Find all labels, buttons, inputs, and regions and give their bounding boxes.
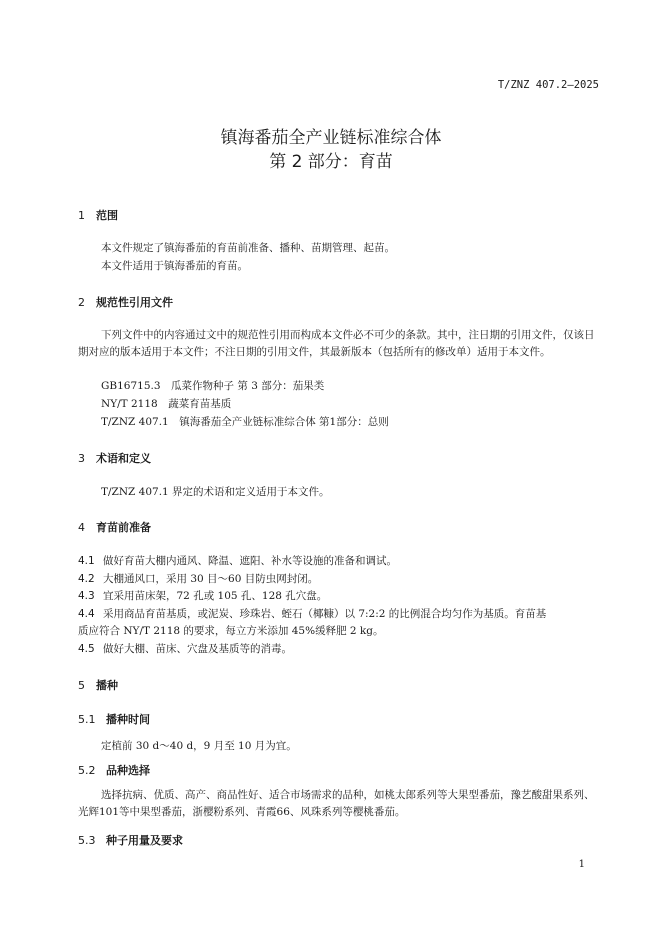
list-item: 4.3 宜采用苗床架，72 孔或 105 孔、128 孔穴盘。 bbox=[78, 590, 328, 602]
subsection-5-1-heading: 5.1 播种时间 bbox=[78, 713, 150, 726]
section-3-paragraph-1: T/ZNZ 407.1 界定的术语和定义适用于本文件。 bbox=[101, 486, 330, 498]
page-number: 1 bbox=[578, 859, 585, 870]
section-2-paragraph-1: 下列文件中的内容通过文中的规范性引用而构成本文件必不可少的条款。其中，注日期的引用文件，仅该日期对应的版本适用于本文件；不注日期的引用文件，其最新版本（包括所有的修改单）适用于本文件。 bbox=[78, 329, 595, 358]
reference-item: NY/T 2118 蔬菜育苗基质 bbox=[101, 398, 232, 410]
subsection-5-2-heading: 5.2 品种选择 bbox=[78, 764, 150, 777]
section-2-heading: 2 规范性引用文件 bbox=[78, 296, 173, 309]
reference-item: T/ZNZ 407.1 镇海番茄全产业链标准综合体 第1部分：总则 bbox=[101, 416, 389, 428]
section-5-heading: 5 播种 bbox=[78, 679, 118, 692]
document-title: 镇海番茄全产业链标准综合体 bbox=[220, 128, 442, 148]
subsection-5-3-heading: 5.3 种子用量及要求 bbox=[78, 834, 183, 847]
section-1-heading: 1 范围 bbox=[78, 209, 118, 222]
reference-item: GB16715.3 瓜菜作物种子 第 3 部分：茄果类 bbox=[101, 380, 325, 392]
subsection-5-2-paragraph: 选择抗病、优质、高产、商品性好、适合市场需求的品种，如桃太郎系列等大果型番茄，豫艺酸甜果系列、光辉101等中果型番茄，浙樱粉系列、青霞66、风珠系列等樱桃番茄。 bbox=[78, 789, 595, 818]
section-4-heading: 4 育苗前准备 bbox=[78, 521, 151, 534]
list-item: 4.2 大棚通风口，采用 30 目～60 目防虫网封闭。 bbox=[78, 573, 319, 585]
document-subtitle: 第 2 部分：育苗 bbox=[269, 152, 393, 172]
list-item: 4.1 做好育苗大棚内通风、降温、遮阳、补水等设施的准备和调试。 bbox=[78, 555, 397, 567]
list-item-continuation: 质应符合 NY/T 2118 的要求，每立方米添加 45%缓释肥 2 kg。 bbox=[78, 625, 384, 637]
document-number: T/ZNZ 407.2—2025 bbox=[497, 79, 599, 91]
subsection-5-1-paragraph: 定植前 30 d～40 d，9 月至 10 月为宜。 bbox=[101, 740, 297, 752]
list-item: 4.5 做好大棚、苗床、穴盘及基质等的消毒。 bbox=[78, 643, 292, 655]
section-1-paragraph-2: 本文件适用于镇海番茄的育苗。 bbox=[101, 260, 248, 272]
list-item: 4.4 采用商品育苗基质，或泥炭、珍珠岩、蛭石（椰糠）以 7:2:2 的比例混合均匀作为基质。育苗基 bbox=[78, 608, 547, 620]
section-3-heading: 3 术语和定义 bbox=[78, 452, 151, 465]
section-1-paragraph-1: 本文件规定了镇海番茄的育苗前准备、播种、苗期管理、起苗。 bbox=[101, 242, 395, 254]
